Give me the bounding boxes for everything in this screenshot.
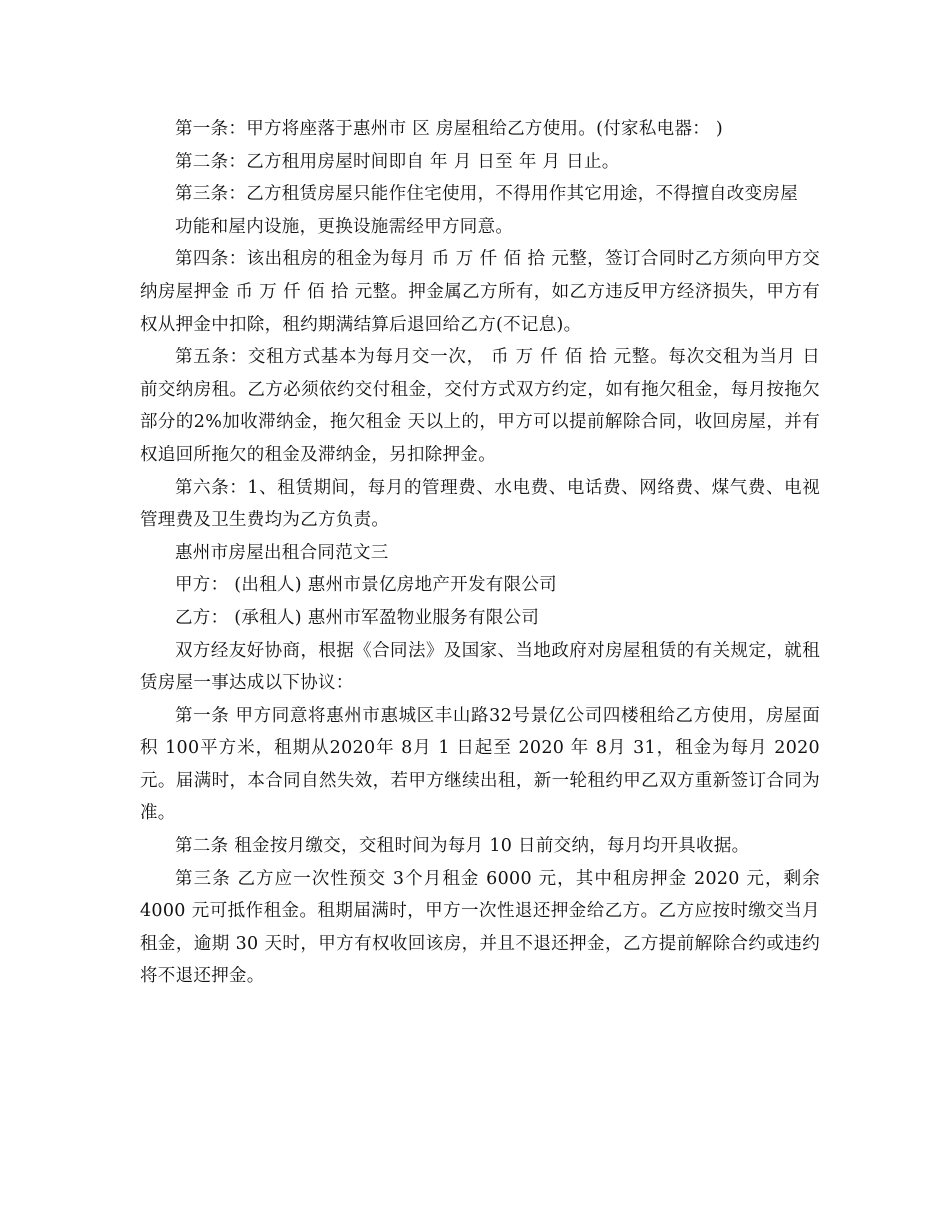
document-body [140, 113, 820, 993]
clause-5: 第五条：交租方式基本为每月交一次， 币 万 仟 佰 拾 元整。每次交租为当月 日前交纳房租。乙方必须依约交付租金，交付方式双方约定，如有拖欠租金，每月按拖欠部分的2%加收滞纳金，拖欠租金 天以上的，甲方可以提前解除合同，收回房屋，并有权追回所拖欠的租金及滞纳金，另扣除押金。 [140, 347, 820, 465]
article-1: 第一条 甲方同意将惠州市惠城区丰山路32号景亿公司四楼租给乙方使用，房屋面积 100平方米，租期从2020年 8月 1 日起至 2020 年 8月 31，租金为每月 2020 元。届满时，本合同自然失效，若甲方继续出租，新一轮租约甲乙双方重新签订合同为准。 [140, 705, 820, 824]
preamble: 双方经友好协商，根据《合同法》及国家、当地政府对房屋租赁的有关规定，就租赁房屋一事达成以下协议： [140, 640, 820, 694]
clause-4: 第四条：该出租房的租金为每月 币 万 仟 佰 拾 元整，签订合同时乙方须向甲方交纳房屋押金 币 万 仟 佰 拾 元整。押金属乙方所有，如乙方违反甲方经济损失，甲方有权从押金中扣除，租约期满结算后退回给乙方(不记息)。 [140, 249, 820, 335]
party-a: 甲方： (出租人) 惠州市景亿房地产开发有限公司 [175, 575, 557, 596]
clause-1: 第一条：甲方将座落于惠州市 区 房屋租给乙方使用。(付家私电器： ) [175, 119, 724, 139]
clause-2: 第二条：乙方租用房屋时间即自 年 月 日至 年 月 日止。 [175, 151, 620, 172]
clause-6: 第六条：1、租赁期间，每月的管理费、水电费、电话费、网络费、煤气费、电视管理费及卫生费均为乙方负责。 [140, 477, 820, 531]
clause-3-continuation: 功能和屋内设施，更换设施需经甲方同意。 [175, 216, 514, 237]
party-b: 乙方： (承租人) 惠州市军盈物业服务有限公司 [175, 607, 540, 628]
article-2: 第二条 租金按月缴交，交租时间为每月 10 日前交纳，每月均开具收据。 [175, 836, 750, 857]
section-title: 惠州市房屋出租合同范文三 [175, 542, 389, 563]
article-3: 第三条 乙方应一次性预交 3个月租金 6000 元，其中租房押金 2020 元，剩余 4000 元可抵作租金。租期届满时，甲方一次性退还押金给乙方。乙方应按时缴交当月租金，逾期 30 天时，甲方有权收回该房，并且不退还押金，乙方提前解除合约或违约将不退还押金。 [140, 868, 820, 987]
clause-3: 第三条：乙方租赁房屋只能作住宅使用，不得用作其它用途，不得擅自改变房屋 [175, 184, 798, 205]
